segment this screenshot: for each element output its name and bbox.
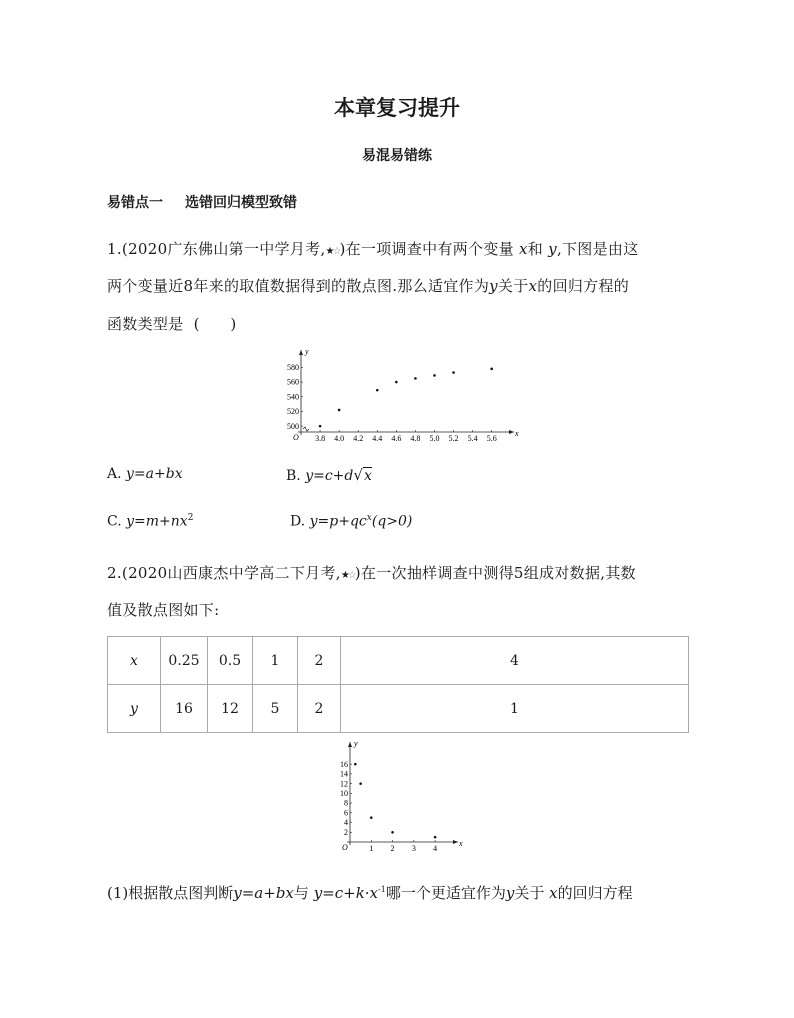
x-tick-label: 4.4	[372, 434, 383, 443]
sub1-text-d: 关于	[514, 884, 545, 902]
q1-text-a: )在一项调查中有两个变量	[339, 240, 514, 258]
y-tick-label: 540	[287, 392, 299, 402]
origin-label: O	[293, 433, 299, 442]
q1-line2-b: 关于	[497, 277, 529, 295]
sub1-model2: y=c+k·x	[313, 884, 379, 902]
x-tick-label: 2	[390, 844, 395, 853]
q2-scatter-chart	[330, 738, 470, 854]
sub1-number: (1)	[107, 884, 129, 902]
y-axis-label: y	[305, 347, 309, 356]
y-tick-label: 12	[340, 779, 348, 789]
q1-option-d[interactable]	[290, 513, 412, 530]
option-b-expr: y=c+d	[305, 468, 354, 484]
y-tick-label: 500	[287, 421, 299, 431]
option-b-radicand: x	[363, 468, 372, 484]
y-tick-label: 580	[287, 363, 299, 373]
x-tick-label: 4.6	[391, 434, 402, 443]
x-tick-label: 3	[411, 844, 416, 853]
table-cell: 0.25	[161, 637, 208, 685]
sub1-model1: y=a+bx	[233, 884, 294, 902]
q1-var-x: x	[519, 240, 528, 258]
page-title: 本章复习提升	[334, 95, 460, 120]
option-c-expr: y=m+nx	[126, 513, 188, 530]
option-a-expr: y=a+bx	[126, 466, 183, 482]
table-cell: 0.5	[208, 637, 253, 685]
x-tick-label: 1	[369, 844, 374, 853]
table-cell: 12	[208, 685, 253, 733]
difficulty-star-icon: ★☆	[340, 570, 355, 581]
sub1-model2-sup: -1	[378, 885, 386, 894]
sub1-text-a: 根据散点图判断	[128, 884, 234, 902]
y-tick-label: 2	[344, 827, 348, 837]
table-row-y	[108, 685, 689, 733]
q1-number: 1.	[107, 240, 122, 258]
table-cell: 4	[341, 637, 689, 685]
table-cell: 1	[253, 637, 298, 685]
sub1-text-c: 哪一个更适宜作为	[385, 884, 506, 902]
q1-line3	[107, 313, 237, 334]
y-tick-label: 14	[340, 769, 348, 779]
y-axis-arrow	[299, 350, 303, 355]
table-cell: 16	[161, 685, 208, 733]
x-axis-arrow	[453, 840, 458, 844]
q2-source: (2020山西康杰中学高二下月考,	[121, 564, 341, 582]
x-axis-label: x	[515, 429, 519, 438]
option-b-label: B.	[286, 468, 301, 484]
q1-text-b: ,下图是由这	[556, 240, 639, 258]
sub1-text-e: 的回归方程	[557, 884, 633, 902]
option-a-label: A.	[107, 466, 122, 482]
table-cell-label: y	[108, 685, 161, 733]
x-tick-label: 5.2	[448, 434, 459, 443]
error-point-topic: 选错回归模型致错	[185, 195, 297, 211]
table-cell: 1	[341, 685, 689, 733]
x-tick-label: 5.6	[486, 434, 497, 443]
q1-option-a[interactable]	[107, 466, 183, 482]
data-point	[434, 836, 437, 839]
data-point	[395, 381, 398, 384]
q2-text-a: )在一次抽样调查中测得5组成对数据,其数	[354, 564, 636, 582]
axis-break-mark	[303, 427, 309, 431]
q1-line2-a: 两个变量近8年来的取值数据得到的散点图.那么适宜作为	[107, 277, 490, 295]
y-tick-label: 560	[287, 377, 299, 387]
q1-option-c[interactable]	[107, 513, 193, 530]
q1-line1	[107, 238, 639, 259]
data-point	[490, 368, 493, 371]
x-axis-label: x	[459, 839, 463, 848]
data-point	[391, 831, 394, 834]
option-d-expr: y=p+qc	[309, 513, 367, 530]
y-axis-arrow	[348, 742, 352, 747]
q1-scatter-chart	[281, 348, 517, 448]
sub1-var-x: x	[549, 884, 558, 902]
y-tick-label: 10	[340, 789, 348, 799]
x-axis-arrow	[509, 430, 514, 434]
data-point	[433, 374, 436, 377]
y-tick-label: 6	[344, 808, 348, 818]
error-point-heading	[107, 192, 297, 212]
table-cell: 5	[253, 685, 298, 733]
option-d-sup: x	[366, 513, 372, 523]
q1-and: 和	[527, 240, 544, 258]
q1-line2-y: y	[489, 277, 498, 295]
origin-label: O	[342, 843, 348, 852]
x-tick-label: 5.4	[467, 434, 478, 443]
data-point	[452, 371, 455, 374]
section-subtitle: 易混易错练	[362, 148, 432, 164]
data-point	[359, 782, 362, 785]
table-cell: 2	[298, 637, 341, 685]
q1-var-y: y	[548, 240, 557, 258]
sub1-text-b: 与	[293, 884, 309, 902]
option-d-cond: (q>0)	[371, 513, 413, 530]
option-d-label: D.	[290, 513, 306, 530]
error-point-label: 易错点一	[107, 195, 163, 211]
table-cell: 2	[298, 685, 341, 733]
data-point	[338, 409, 341, 412]
x-tick-label: 5.0	[429, 434, 440, 443]
data-point	[376, 389, 379, 392]
q2-data-table	[107, 636, 689, 733]
x-tick-label: 4	[433, 844, 438, 853]
difficulty-star-icon: ★☆	[325, 246, 340, 257]
q2-sub1-line	[107, 882, 633, 903]
data-point	[319, 425, 322, 428]
option-c-label: C.	[107, 513, 122, 530]
sub1-var-y: y	[505, 884, 515, 902]
q1-line2	[107, 275, 629, 296]
option-c-sup: 2	[187, 513, 194, 523]
data-point	[370, 816, 373, 819]
table-row-x	[108, 637, 689, 685]
q1-answer-paren: ( )	[193, 315, 237, 333]
data-point	[414, 377, 417, 380]
y-tick-label: 520	[287, 407, 299, 417]
x-tick-label: 4.0	[334, 434, 345, 443]
q1-line2-x: x	[528, 277, 538, 295]
q2-line1	[107, 562, 636, 583]
y-tick-label: 4	[344, 818, 348, 828]
q1-option-b[interactable]: B. y=c+d√x	[286, 466, 372, 484]
q1-line3-text: 函数类型是	[107, 315, 184, 333]
data-point	[354, 763, 357, 766]
y-axis-label: y	[354, 739, 358, 748]
q1-source: (2020广东佛山第一中学月考,	[121, 240, 326, 258]
x-tick-label: 4.2	[353, 434, 364, 443]
y-tick-label: 16	[340, 759, 348, 769]
q2-line2: 值及散点图如下:	[107, 601, 220, 619]
x-tick-label: 3.8	[315, 434, 326, 443]
q1-line2-c: 的回归方程的	[537, 277, 630, 295]
x-tick-label: 4.8	[410, 434, 421, 443]
table-cell-label: x	[108, 637, 161, 685]
q2-number: 2.	[107, 564, 122, 582]
y-tick-label: 8	[344, 798, 348, 808]
